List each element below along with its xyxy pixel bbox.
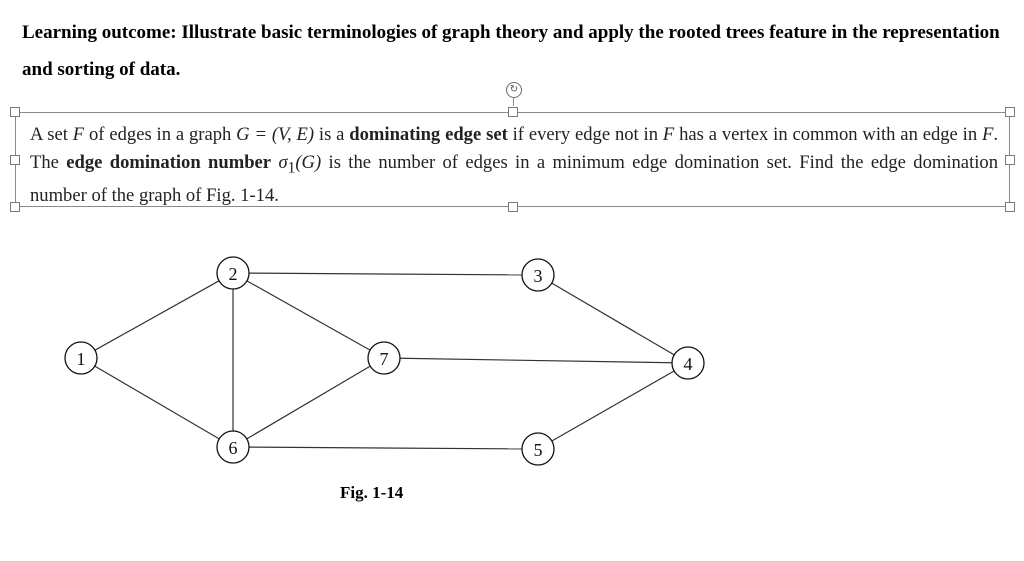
variable-f: F: [982, 124, 994, 145]
graph-expression: G = (V, E): [236, 124, 315, 145]
resize-handle-top-right[interactable]: [1005, 107, 1015, 117]
edge-3-4: [552, 283, 674, 355]
resize-handle-bottom-left[interactable]: [10, 202, 20, 212]
edge-1-6: [95, 366, 219, 439]
problem-text: has a vertex in common with an edge in: [674, 124, 982, 145]
variable-f: F: [72, 124, 85, 145]
vertex-7: [368, 342, 400, 374]
resize-handle-top-left[interactable]: [10, 107, 20, 117]
sigma-subscript: 1: [287, 159, 296, 177]
figure-caption: Fig. 1-14: [340, 483, 404, 502]
rotate-icon[interactable]: ↻: [506, 82, 522, 98]
vertex-5: [522, 433, 554, 465]
resize-handle-top-center[interactable]: [508, 107, 518, 117]
sigma-symbol: σ: [278, 151, 288, 173]
edge-2-7: [247, 281, 370, 350]
resize-handle-bottom-right[interactable]: [1005, 202, 1015, 212]
resize-handle-middle-left[interactable]: [10, 155, 20, 165]
rotate-handle-stem: [513, 97, 514, 106]
edge-6-5: [249, 447, 522, 449]
edge-2-3: [249, 273, 522, 275]
learning-outcome: Learning outcome: Illustrate basic terminologies of graph theory and apply the rooted trees feature in the representation and sorting of data.: [22, 22, 1000, 80]
vertex-6: [217, 431, 249, 463]
problem-text: . The: [30, 124, 999, 173]
variable-f: F: [662, 124, 675, 145]
problem-text: if every edge not in: [507, 124, 663, 145]
vertex-label: 2: [228, 264, 238, 284]
vertex-label: 1: [76, 349, 86, 369]
term-edge-domination-number: edge domination number: [66, 151, 272, 173]
term-dominating-edge-set: dominating edge set: [349, 124, 508, 145]
vertex-label: 4: [683, 354, 693, 374]
vertex-label: 3: [533, 266, 543, 286]
vertex-3: [522, 259, 554, 291]
resize-handle-middle-right[interactable]: [1005, 155, 1015, 165]
edge-6-7: [247, 366, 370, 439]
edge-5-4: [552, 371, 674, 441]
graph-figure: [0, 240, 1024, 480]
vertex-label: 7: [379, 349, 389, 369]
vertex-label: 6: [228, 438, 238, 458]
edge-7-4: [400, 358, 672, 362]
vertex-1: [65, 342, 97, 374]
sigma-argument: (G): [295, 151, 322, 173]
problem-text: A set: [30, 124, 73, 145]
edge-1-2: [95, 281, 219, 350]
vertex-label: 5: [533, 440, 543, 460]
vertex-2: [217, 257, 249, 289]
problem-text: of edges in a graph: [84, 124, 237, 145]
problem-text: is a: [314, 124, 350, 145]
problem-text: is the number of edges in a minimum edge domination set. Find the edge domination number of the graph of Fig. 1-14.: [30, 151, 998, 206]
vertex-4: [672, 347, 704, 379]
problem-statement[interactable]: [30, 121, 998, 209]
